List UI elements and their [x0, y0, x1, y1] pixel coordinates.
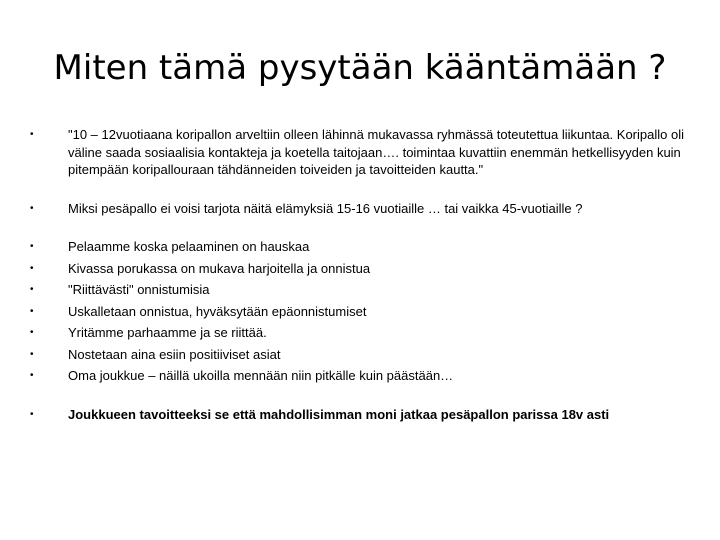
- bullet-icon: •: [30, 327, 34, 338]
- bullet-item-principle: [30, 303, 700, 321]
- bullet-item-team-goal: [30, 406, 700, 424]
- bullet-text: Pelaamme koska pelaaminen on hauskaa: [68, 239, 310, 254]
- bullet-icon: •: [30, 284, 34, 295]
- bullet-list: [30, 126, 700, 423]
- bullet-item-principle: [30, 367, 700, 385]
- bullet-item-principle: [30, 346, 700, 364]
- bullet-item-question: [30, 200, 700, 218]
- bullet-text: Yritämme parhaamme ja se riittää.: [68, 325, 267, 340]
- bullet-text: "10 – 12vuotiaana koripallon arveltiin olleen lähinnä mukavassa ryhmässä toteutettua liikuntaa. Koripallo oli väline saada sosiaalisia kontakteja ja koetella taitojaan…. toimintaa kuvattiin enemmän hetkellisyyden kuin pitempään koripallouraan tähdänneiden toiveiden ja tavoitteiden kautta.": [68, 127, 684, 177]
- bullet-item-principle: [30, 324, 700, 342]
- bullet-icon: •: [30, 408, 34, 420]
- bullet-text: Nostetaan aina esiin positiiviset asiat: [68, 346, 281, 362]
- bullet-icon: •: [30, 348, 34, 360]
- bullet-item-principle: [30, 238, 700, 256]
- bullet-text: "Riittävästi" onnistumisia: [68, 282, 210, 297]
- bullet-text: Oma joukkue – näillä ukoilla mennään niin pitkälle kuin päästään…: [68, 368, 454, 383]
- bullet-icon: •: [30, 305, 34, 317]
- bullet-icon: •: [30, 262, 34, 274]
- bullet-item-research-quote: [30, 126, 700, 179]
- bullet-icon: •: [30, 129, 34, 140]
- bullet-icon: •: [30, 202, 34, 214]
- bullet-item-principle: [30, 260, 700, 278]
- bullet-text: Kivassa porukassa on mukava harjoitella ja onnistua: [68, 260, 371, 276]
- bullet-icon: •: [30, 370, 34, 381]
- bullet-text: Joukkueen tavoitteeksi se että mahdollisimman moni jatkaa pesäpallon parissa 18v asti: [68, 406, 610, 422]
- slide-title: Miten tämä pysytään kääntämään ?: [53, 48, 667, 88]
- bullet-icon: •: [30, 241, 34, 252]
- bullet-text: Uskalletaan onnistua, hyväksytään epäonnistumiset: [68, 303, 367, 319]
- bullet-text: Miksi pesäpallo ei voisi tarjota näitä elämyksiä 15-16 vuotiaille … tai vaikka 45-vuotiaille ?: [68, 200, 583, 216]
- bullet-item-principle: [30, 281, 700, 299]
